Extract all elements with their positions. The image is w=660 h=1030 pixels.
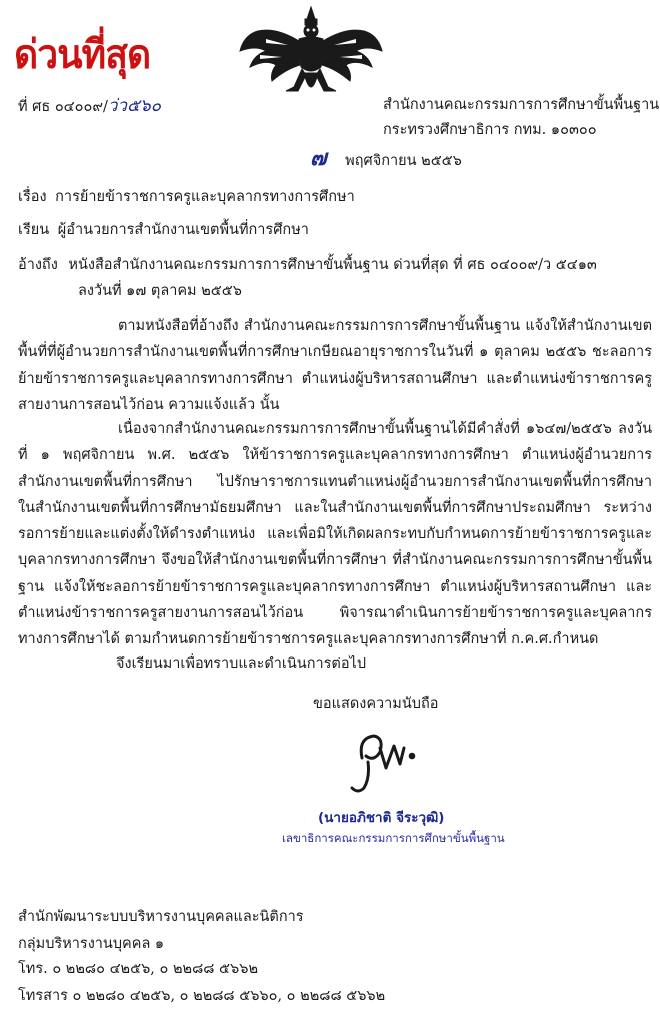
reference-label: ที่ ศธ ๐๔๐๐๙/ <box>18 99 108 115</box>
footer-group: กลุ่มบริหารงานบุคคล ๑ <box>18 936 165 952</box>
refers-to-label: อ้างถึง <box>18 257 58 273</box>
footer-phone: โทร. ๐ ๒๒๘๐ ๔๒๕๖, ๐ ๒๒๘๘ ๕๖๖๒ <box>18 961 259 977</box>
footer-fax: โทรสาร ๐ ๒๒๘๐ ๔๒๕๖, ๐ ๒๒๘๘ ๕๖๖๐, ๐ ๒๒๘๘ ๕๖๖๒ <box>18 988 386 1004</box>
reference-number <box>18 97 161 116</box>
sender-ministry: กระทรวงศึกษาธิการ กทม. ๑๐๓๐๐ <box>383 122 597 138</box>
refers-to-text: หนังสือสำนักงานคณะกรรมการการศึกษาขั้นพื้นฐาน ด่วนที่สุด ที่ ศธ ๐๔๐๐๙/ว ๕๔๑๓ <box>68 257 597 273</box>
letter-date <box>310 146 462 171</box>
closing-line: จึงเรียนมาเพื่อทราบและดำเนินการต่อไป <box>116 656 367 672</box>
subject-text: การย้ายข้าราชการครูและบุคลากรทางการศึกษา <box>55 189 355 205</box>
body-paragraph-2: เนื่องจากสำนักงานคณะกรรมการการศึกษาขั้นพื้นฐานได้มีคำสั่งที่ ๑๖๔๗/๒๕๕๖ ลงวันที่ ๑ พฤศจิกายน พ.ศ. ๒๕๕๖ ให้ข้าราชการครูและบุคลากรทางการศึกษา ตำแหน่งผู้อำนวยการสำนักงานเขตพื้นที่การศึกษา ไปรักษาราชการแทนตำแหน่งผู้อำนวยการสำนักงานเขตพื้นที่การศึกษา ในสำนักงานเขตพื้นที่การศึกษามัธยมศึกษา และในสำนักงานเขตพื้นที่การศึกษาประถมศึกษา ระหว่างรอการย้ายและแต่งตั้งให้ดำรงตำแหน่ง และเพื่อมิให้เกิดผลกระทบกับกำหนดการย้ายข้าราชการครูและบุคลากรทางการศึกษา จึงขอให้สำนักงานเขตพื้นที่การศึกษา ที่สำนักงานคณะกรรมการการศึกษาขั้นพื้นฐาน แจ้งให้ชะลอการย้ายข้าราชการครูและบุคลากรทางการศึกษา ตำแหน่งผู้บริหารสถานศึกษา และตำแหน่งข้าราชการครูสายงานการสอนไว้ก่อน พิจารณาดำเนินการย้ายข้าราชการครูและบุคลากรทางการศึกษาได้ ตามกำหนดการย้ายข้าราชการครูและบุคลากรทางการศึกษาที่ ก.ค.ศ.กำหนด <box>18 421 652 648</box>
signatory-name: (นายอภิชาติ จีระวุฒิ) <box>318 810 445 826</box>
signatory-title: เลขาธิการคณะกรรมการการศึกษาขั้นพื้นฐาน <box>282 831 505 845</box>
addressee-text: ผู้อำนวยการสำนักงานเขตพื้นที่การศึกษา <box>57 222 309 238</box>
urgency-stamp: ด่วนที่สุด <box>14 32 151 78</box>
sender-office: สำนักงานคณะกรรมการการศึกษาขั้นพื้นฐาน <box>383 97 660 113</box>
regards-line: ขอแสดงความนับถือ <box>313 696 439 712</box>
subject-label: เรื่อง <box>18 189 47 205</box>
footer-unit: สำนักพัฒนาระบบบริหารงานบุคคลและนิติการ <box>18 909 304 925</box>
date-day-handwritten: ๗ <box>310 146 327 171</box>
refers-to-date: ลงวันที่ ๑๗ ตุลาคม ๒๕๕๖ <box>78 283 242 299</box>
subject-line <box>18 188 355 206</box>
refers-to-line <box>18 256 597 274</box>
addressee-line <box>18 221 309 239</box>
body-paragraph-1: ตามหนังสือที่อ้างถึง สำนักงานคณะกรรมการการศึกษาขั้นพื้นฐาน แจ้งให้สำนักงานเขตพื้นที่ที่ผู้อำนวยการสำนักงานเขตพื้นที่การศึกษาเกษียณอายุราชการในวันที่ ๑ ตุลาคม ๒๕๕๖ ชะลอการย้ายข้าราชการครูและบุคลากรทางการศึกษา ตำแหน่งผู้บริหารสถานศึกษา และตำแหน่งข้าราชการครู สายงานการสอนไว้ก่อน ความแจ้งแล้ว นั้น <box>18 318 652 413</box>
handwritten-signature <box>340 718 430 798</box>
reference-handwritten: ว่ว๕๖๐ <box>107 96 161 116</box>
addressee-label: เรียน <box>18 222 50 238</box>
date-month-year: พฤศจิกายน ๒๕๕๖ <box>345 153 462 169</box>
garuda-seal-icon <box>236 5 386 105</box>
